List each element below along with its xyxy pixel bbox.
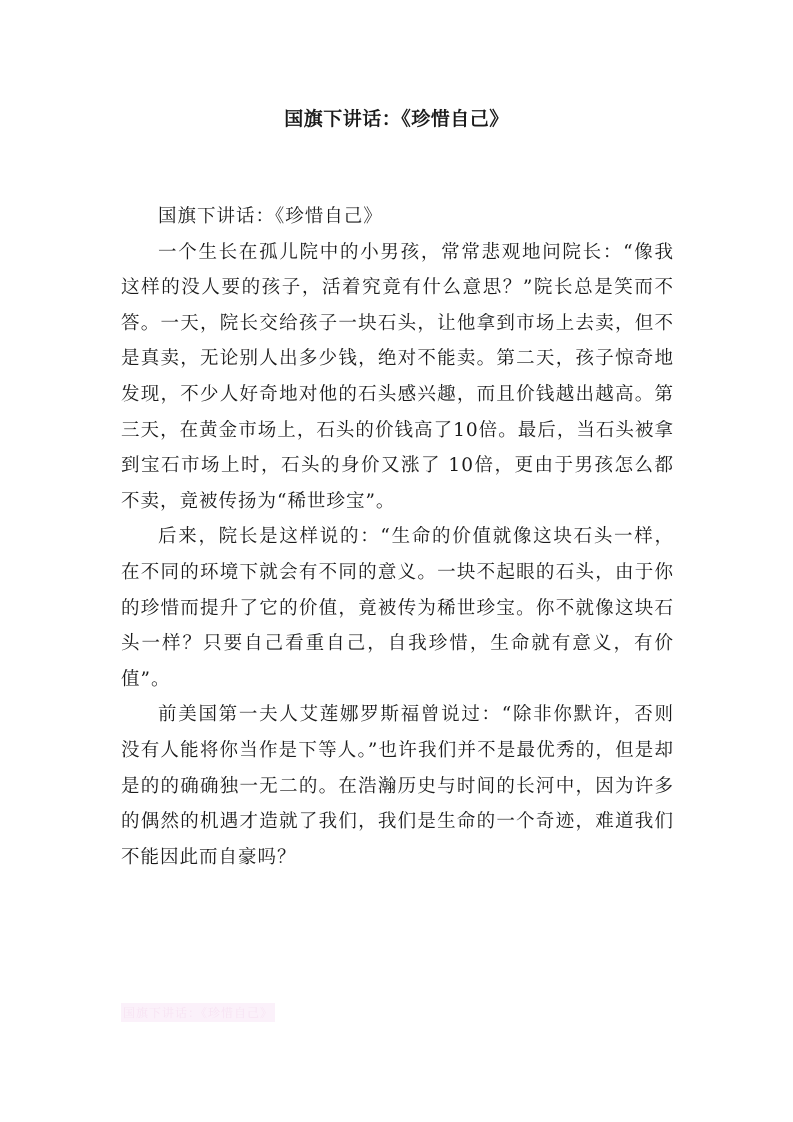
document-title: 国旗下讲话：《珍惜自己》: [284, 108, 509, 130]
paragraph-story: 一个生长在孤儿院中的小男孩，常常悲观地问院长：“像我这样的没人要的孩子，活着究竟有什么意思？”院长总是笑而不答。一天，院长交给孩子一块石头，让他拿到市场上去卖，但不是真卖，无论别人出多少钱，绝对不能卖。第二天，孩子惊奇地发现，不少人好奇地对他的石头感兴趣，而且价钱越出越高。第三天，在黄金市场上，石头的价钱高了10倍。最后，当石头被拿到宝石市场上时，石头的身价又涨了 10倍，更由于男孩怎么都不卖，竟被传扬为“稀世珍宝”。: [121, 241, 674, 512]
footer-watermark: 国旗下讲话：《珍惜自己》: [121, 1003, 275, 1022]
paragraph-quote: 前美国第一夫人艾莲娜罗斯福曾说过：“除非你默许，否则没有人能将你当作是下等人。”也许我们并不是最优秀的，但是却是的的确确独一无二的。在浩瀚历史与时间的长河中，因为许多的偶然的机遇才造就了我们，我们是生命的一个奇迹，难道我们不能因此而自豪吗？: [121, 704, 674, 868]
paragraph-heading: 国旗下讲话：《珍惜自己》: [158, 206, 383, 227]
paragraph-lesson: 后来，院长是这样说的：“生命的价值就像这块石头一样，在不同的环境下就会有不同的意义。一块不起眼的石头，由于你的珍惜而提升了它的价值，竟被传为稀世珍宝。你不就像这块石头一样？只要自己看重自己，自我珍惜，生命就有意义，有价值”。: [121, 526, 674, 690]
document-body: [121, 199, 674, 875]
